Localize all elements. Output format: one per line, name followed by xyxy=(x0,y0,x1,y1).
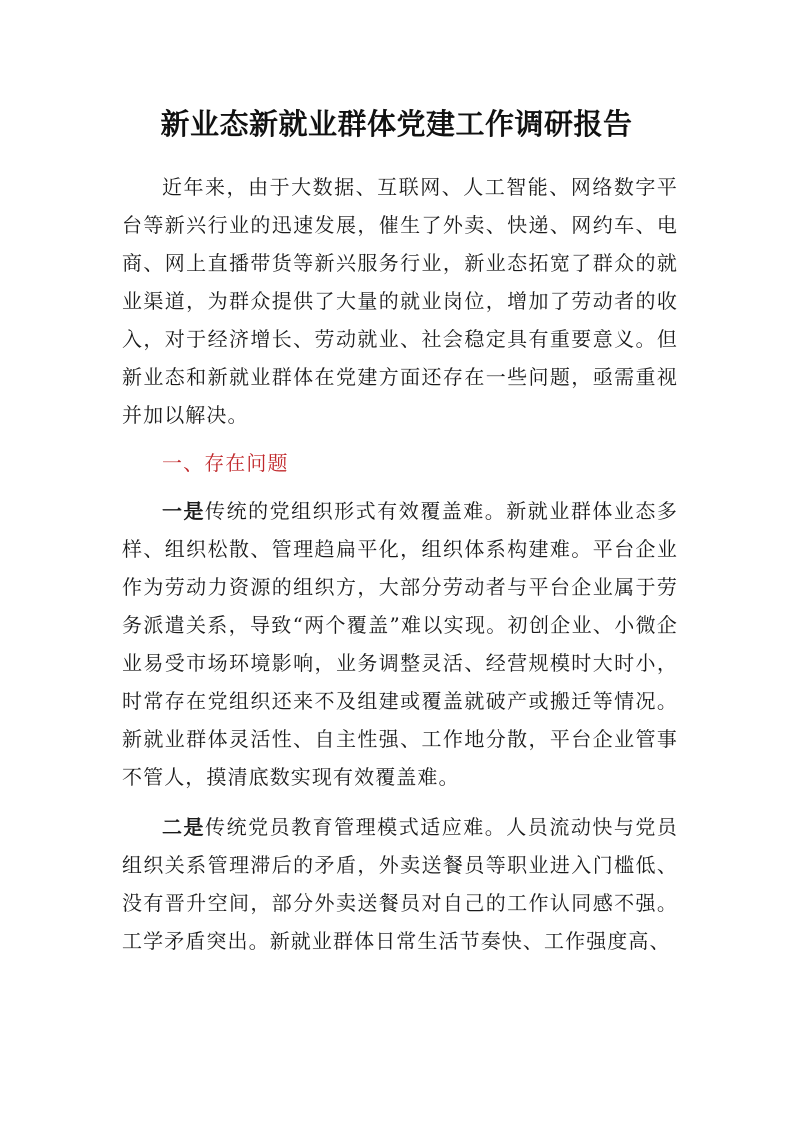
point-one-lead: 一是 xyxy=(162,499,206,523)
point-two-text: 传统党员教育管理模式适应难。人员流动快与党员组织关系管理滞后的矛盾，外卖送餐员等职业进入门槛低、没有晋升空间，部分外卖送餐员对自己的工作认同感不强。工学矛盾突出。新就业群体日常生活节奏快、工作强度高、 xyxy=(122,815,679,953)
point-two-paragraph xyxy=(122,808,678,960)
point-one-paragraph xyxy=(122,492,678,796)
document-body xyxy=(122,168,678,960)
point-one-text: 传统的党组织形式有效覆盖难。新就业群体业态多样、组织松散、管理趋扁平化，组织体系构建难。平台企业作为劳动力资源的组织方，大部分劳动者与平台企业属于劳务派遣关系，导致“两个覆盖”难以实现。初创企业、小微企业易受市场环境影响，业务调整灵活、经营规模时大时小，时常存在党组织还来不及组建或覆盖就破产或搬迁等情况。新就业群体灵活性、自主性强、工作地分散，平台企业管事不管人，摸清底数实现有效覆盖难。 xyxy=(122,499,679,789)
section-heading: 一、存在问题 xyxy=(162,451,289,475)
intro-paragraph: 近年来，由于大数据、互联网、人工智能、网络数字平台等新兴行业的迅速发展，催生了外卖、快递、网约车、电商、网上直播带货等新兴服务行业，新业态拓宽了群众的就业渠道，为群众提供了大量的就业岗位，增加了劳动者的收入，对于经济增长、劳动就业、社会稳定具有重要意义。但新业态和新就业群体在党建方面还存在一些问题，亟需重视并加以解决。 xyxy=(122,175,678,427)
point-two-lead: 二是 xyxy=(162,815,206,839)
document-title: 新业态新就业群体党建工作调研报告 xyxy=(160,107,633,141)
